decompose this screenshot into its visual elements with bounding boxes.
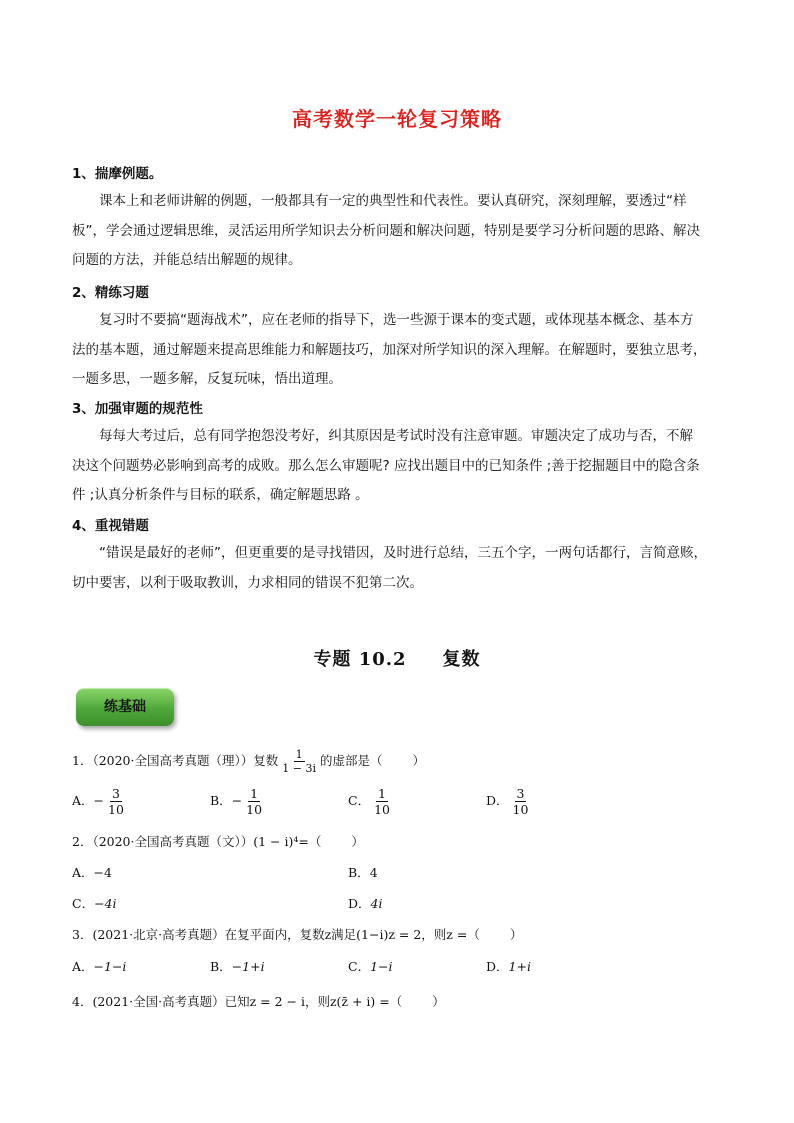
option-text: 1+i (508, 959, 531, 974)
option-label: C． (348, 793, 371, 808)
question-4-stem (72, 992, 445, 1010)
topic-name: 复数 (442, 649, 481, 670)
fraction-numerator: 1 (250, 786, 259, 801)
section-4-line-2: 切中要害，以利于吸取教训，力求相同的错误不犯第二次。 (72, 574, 423, 591)
option-label: B． (348, 865, 370, 880)
section-2-line-2: 法的基本题，通过解题来提高思维能力和解题技巧，加深对所学知识的深入理解。在解题时，要独立思考， (72, 341, 707, 358)
section-heading-4: 4、重视错题 (72, 518, 149, 534)
question-2-option-a (72, 863, 112, 881)
fraction-numerator: 1 (295, 748, 303, 761)
topic-title (0, 645, 794, 671)
option-label: D． (348, 896, 371, 911)
topic-number: 专题 10.2 (313, 649, 407, 670)
section-heading-3: 3、加强审题的规范性 (72, 401, 203, 417)
question-2-option-c (72, 894, 117, 912)
question-4-close: ） (432, 994, 445, 1009)
option-sign: − (231, 793, 243, 808)
section-body-3 (72, 422, 732, 511)
question-3-option-d (486, 957, 531, 975)
option-fraction (511, 786, 531, 817)
option-label: A． (72, 959, 94, 974)
option-sign: − (93, 793, 105, 808)
option-text: −1−i (93, 959, 127, 974)
fraction-denominator: 10 (374, 802, 390, 817)
section-1-line-3: 问题的方法，并能总结出解题的规律。 (72, 252, 302, 268)
option-label: B． (210, 793, 232, 808)
option-label: D． (486, 793, 509, 808)
question-1-stem (72, 746, 425, 776)
option-label: D． (486, 959, 509, 974)
question-1-option-c (348, 786, 394, 817)
option-label: C． (72, 896, 95, 911)
question-1-suffix: 的虚部是（ (319, 753, 383, 768)
question-2-option-b (348, 863, 378, 881)
question-1-close: ） (412, 753, 426, 768)
section-heading-1: 1、揣摩例题。 (72, 166, 163, 182)
option-label: B． (210, 959, 232, 974)
page-title: 高考数学一轮复习策略 (292, 107, 502, 131)
fraction-numerator: 1 (378, 786, 386, 801)
question-3-option-a (72, 957, 126, 975)
question-1-prefix: 1．（2020·全国高考真题（理））复数 (72, 753, 279, 768)
fraction-denominator: 10 (108, 802, 124, 817)
section-4-line-1: “错误是最好的老师”，但更重要的是寻找错因，及时进行总结，三五个字，一两句话都行，言简意赅， (99, 545, 707, 561)
option-fraction (244, 786, 264, 817)
question-3-text: 3．(2021·北京·高考真题）在复平面内，复数z满足(1−i)z = 2，则z =（ (72, 927, 480, 942)
section-body-1 (72, 187, 732, 276)
question-2-text: 2．（2020·全国高考真题（文））(1 − i)⁴=（ (72, 834, 322, 849)
section-heading-2: 2、精练习题 (72, 285, 149, 301)
fraction-numerator: 3 (516, 786, 525, 801)
option-text: 4i (370, 896, 383, 911)
question-4-text: 4．(2021·全国·高考真题）已知z = 2 − i，则z(z̄ + i) =（ (72, 994, 403, 1009)
question-3-option-b (210, 957, 265, 975)
practice-basics-badge: 练基础 (76, 688, 174, 726)
option-fraction (106, 786, 126, 817)
fraction-denominator: 1 − 3i (282, 762, 316, 775)
section-body-4 (72, 539, 732, 598)
section-3-line-2: 决这个问题势必影响到高考的成败。那么怎么审题呢? 应找出题目中的已知条件 ;善于挖掘题目中的隐含条 (72, 457, 700, 474)
option-text: −1+i (231, 959, 265, 974)
question-1-fraction (280, 748, 318, 775)
section-3-line-3: 件 ;认真分析条件与目标的联系，确定解题思路 。 (72, 487, 369, 503)
section-3-line-1: 每每大考过后，总有同学抱怨没考好，纠其原因是考试时没有注意审题。审题决定了成功与否，不解 (99, 428, 693, 444)
question-1-option-b (210, 786, 266, 817)
fraction-denominator: 10 (512, 802, 529, 817)
section-1-line-1: 课本上和老师讲解的例题，一般都具有一定的典型性和代表性。要认真研究，深刻理解，要透过“样 (99, 193, 687, 209)
option-fraction (372, 786, 392, 817)
question-2-stem (72, 832, 364, 850)
option-text: 4 (369, 865, 378, 880)
option-label: A． (72, 793, 94, 808)
option-text: −4i (94, 896, 117, 911)
question-3-close: ） (509, 927, 523, 942)
section-1-line-2: 板”，学会通过逻辑思维，灵活运用所学知识去分析问题和解决问题，特别是要学习分析问题的思路、解决 (72, 222, 700, 239)
fraction-numerator: 3 (111, 786, 120, 801)
question-1-option-d (486, 786, 532, 817)
section-body-2 (72, 306, 732, 395)
question-2-option-d (348, 894, 382, 912)
fraction-denominator: 10 (246, 802, 263, 817)
question-3-option-c (348, 957, 393, 975)
option-text: −4 (93, 865, 112, 880)
question-3-stem (72, 925, 522, 943)
question-1-option-a (72, 786, 128, 817)
option-text: 1−i (370, 959, 393, 974)
section-2-line-3: 一题多思，一题多解，反复玩味，悟出道理。 (72, 371, 342, 387)
section-2-line-1: 复习时不要搞“题海战术”，应在老师的指导下，选一些源于课本的变式题，或体现基本概念、基本方 (99, 312, 694, 328)
option-label: C． (348, 959, 371, 974)
option-label: A． (72, 865, 94, 880)
question-2-close: ） (351, 834, 364, 849)
